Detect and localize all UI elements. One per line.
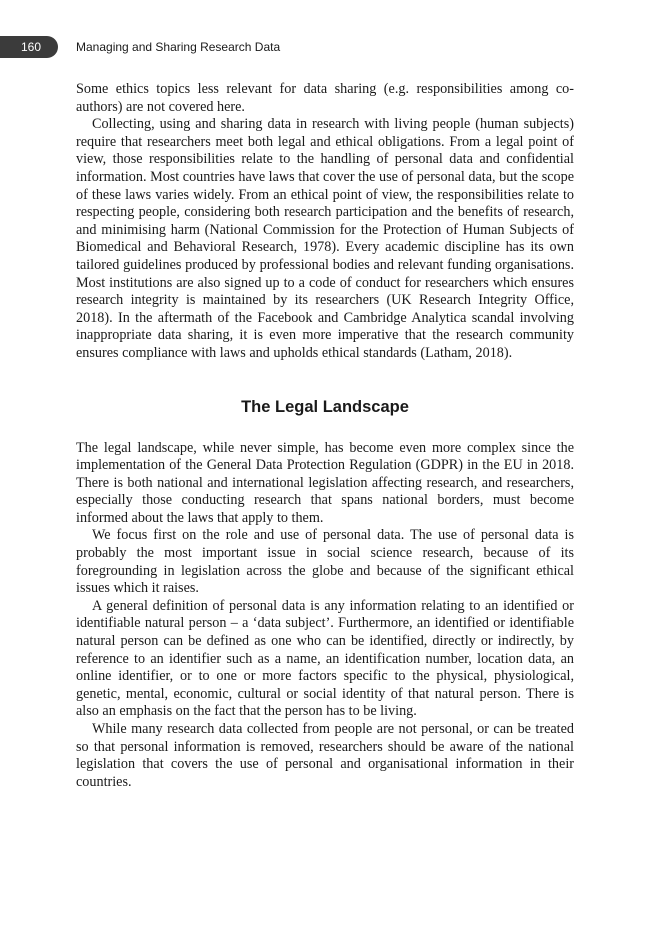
paragraph: While many research data collected from people are not personal, or can be treated so that personal information is removed, researchers should be aware of the national legislation that covers the use of personal and organisational information in their countries. [76, 721, 574, 790]
page-header [0, 36, 650, 58]
paragraph: We focus first on the role and use of personal data. The use of personal data is probably the most important issue in social science research, because of its foregrounding in legislation across the globe and because of the significant ethical issues which it raises. [76, 527, 574, 597]
page-number: 160 [0, 36, 58, 58]
section-heading: The Legal Landscape [241, 397, 409, 416]
page-body [76, 81, 574, 791]
paragraph: The legal landscape, while never simple, has become even more complex since the implementation of the General Data Protection Regulation (GDPR) in the EU in 2018. There is both national and international legislation affecting research, and researchers, especially those conducting research that spans national borders, must become informed about the laws that apply to them. [76, 439, 574, 526]
running-title: Managing and Sharing Research Data [76, 40, 281, 54]
paragraph: Collecting, using and sharing data in research with living people (human subjects) require that researchers meet both legal and ethical obligations. From a legal point of view, those responsibilities relate to the handling of personal data and confidential information. Most countries have laws that cover the use of personal data, but the scope of these laws varies widely. From an ethical point of view, the responsibilities relate to respecting people, considering both research participation and the benefits of research, and minimising harm (National Commission for the Protection of Human Subjects of Biomedical and Behavioral Research, 1978). Every academic discipline has its own tailored guidelines produced by professional bodies and relevant funding organisations. Most institutions are also signed up to a code of conduct for researchers which ensures research integrity is maintained by its researchers (UK Research Integrity Office, 2018). In the aftermath of the Facebook and Cambridge Analytica scandal involving inappropriate data sharing, it is even more imperative that the research community ensures compliance with laws and upholds ethical standards (Latham, 2018). [76, 116, 574, 361]
paragraph: Some ethics topics less relevant for data sharing (e.g. responsibilities among co-authors) are not covered here. [76, 81, 574, 115]
paragraph: A general definition of personal data is any information relating to an identified or identifiable natural person – a ‘data subject’. Furthermore, an identified or identifiable natural person can be defined as one who can be identified, directly or indirectly, by reference to an identifier such as a name, an identification number, location data, an online identifier, or to one or more factors specific to the physical, physiological, genetic, mental, economic, cultural or social identity of that natural person. There is also an emphasis on the fact that the person has to be living. [76, 597, 574, 720]
